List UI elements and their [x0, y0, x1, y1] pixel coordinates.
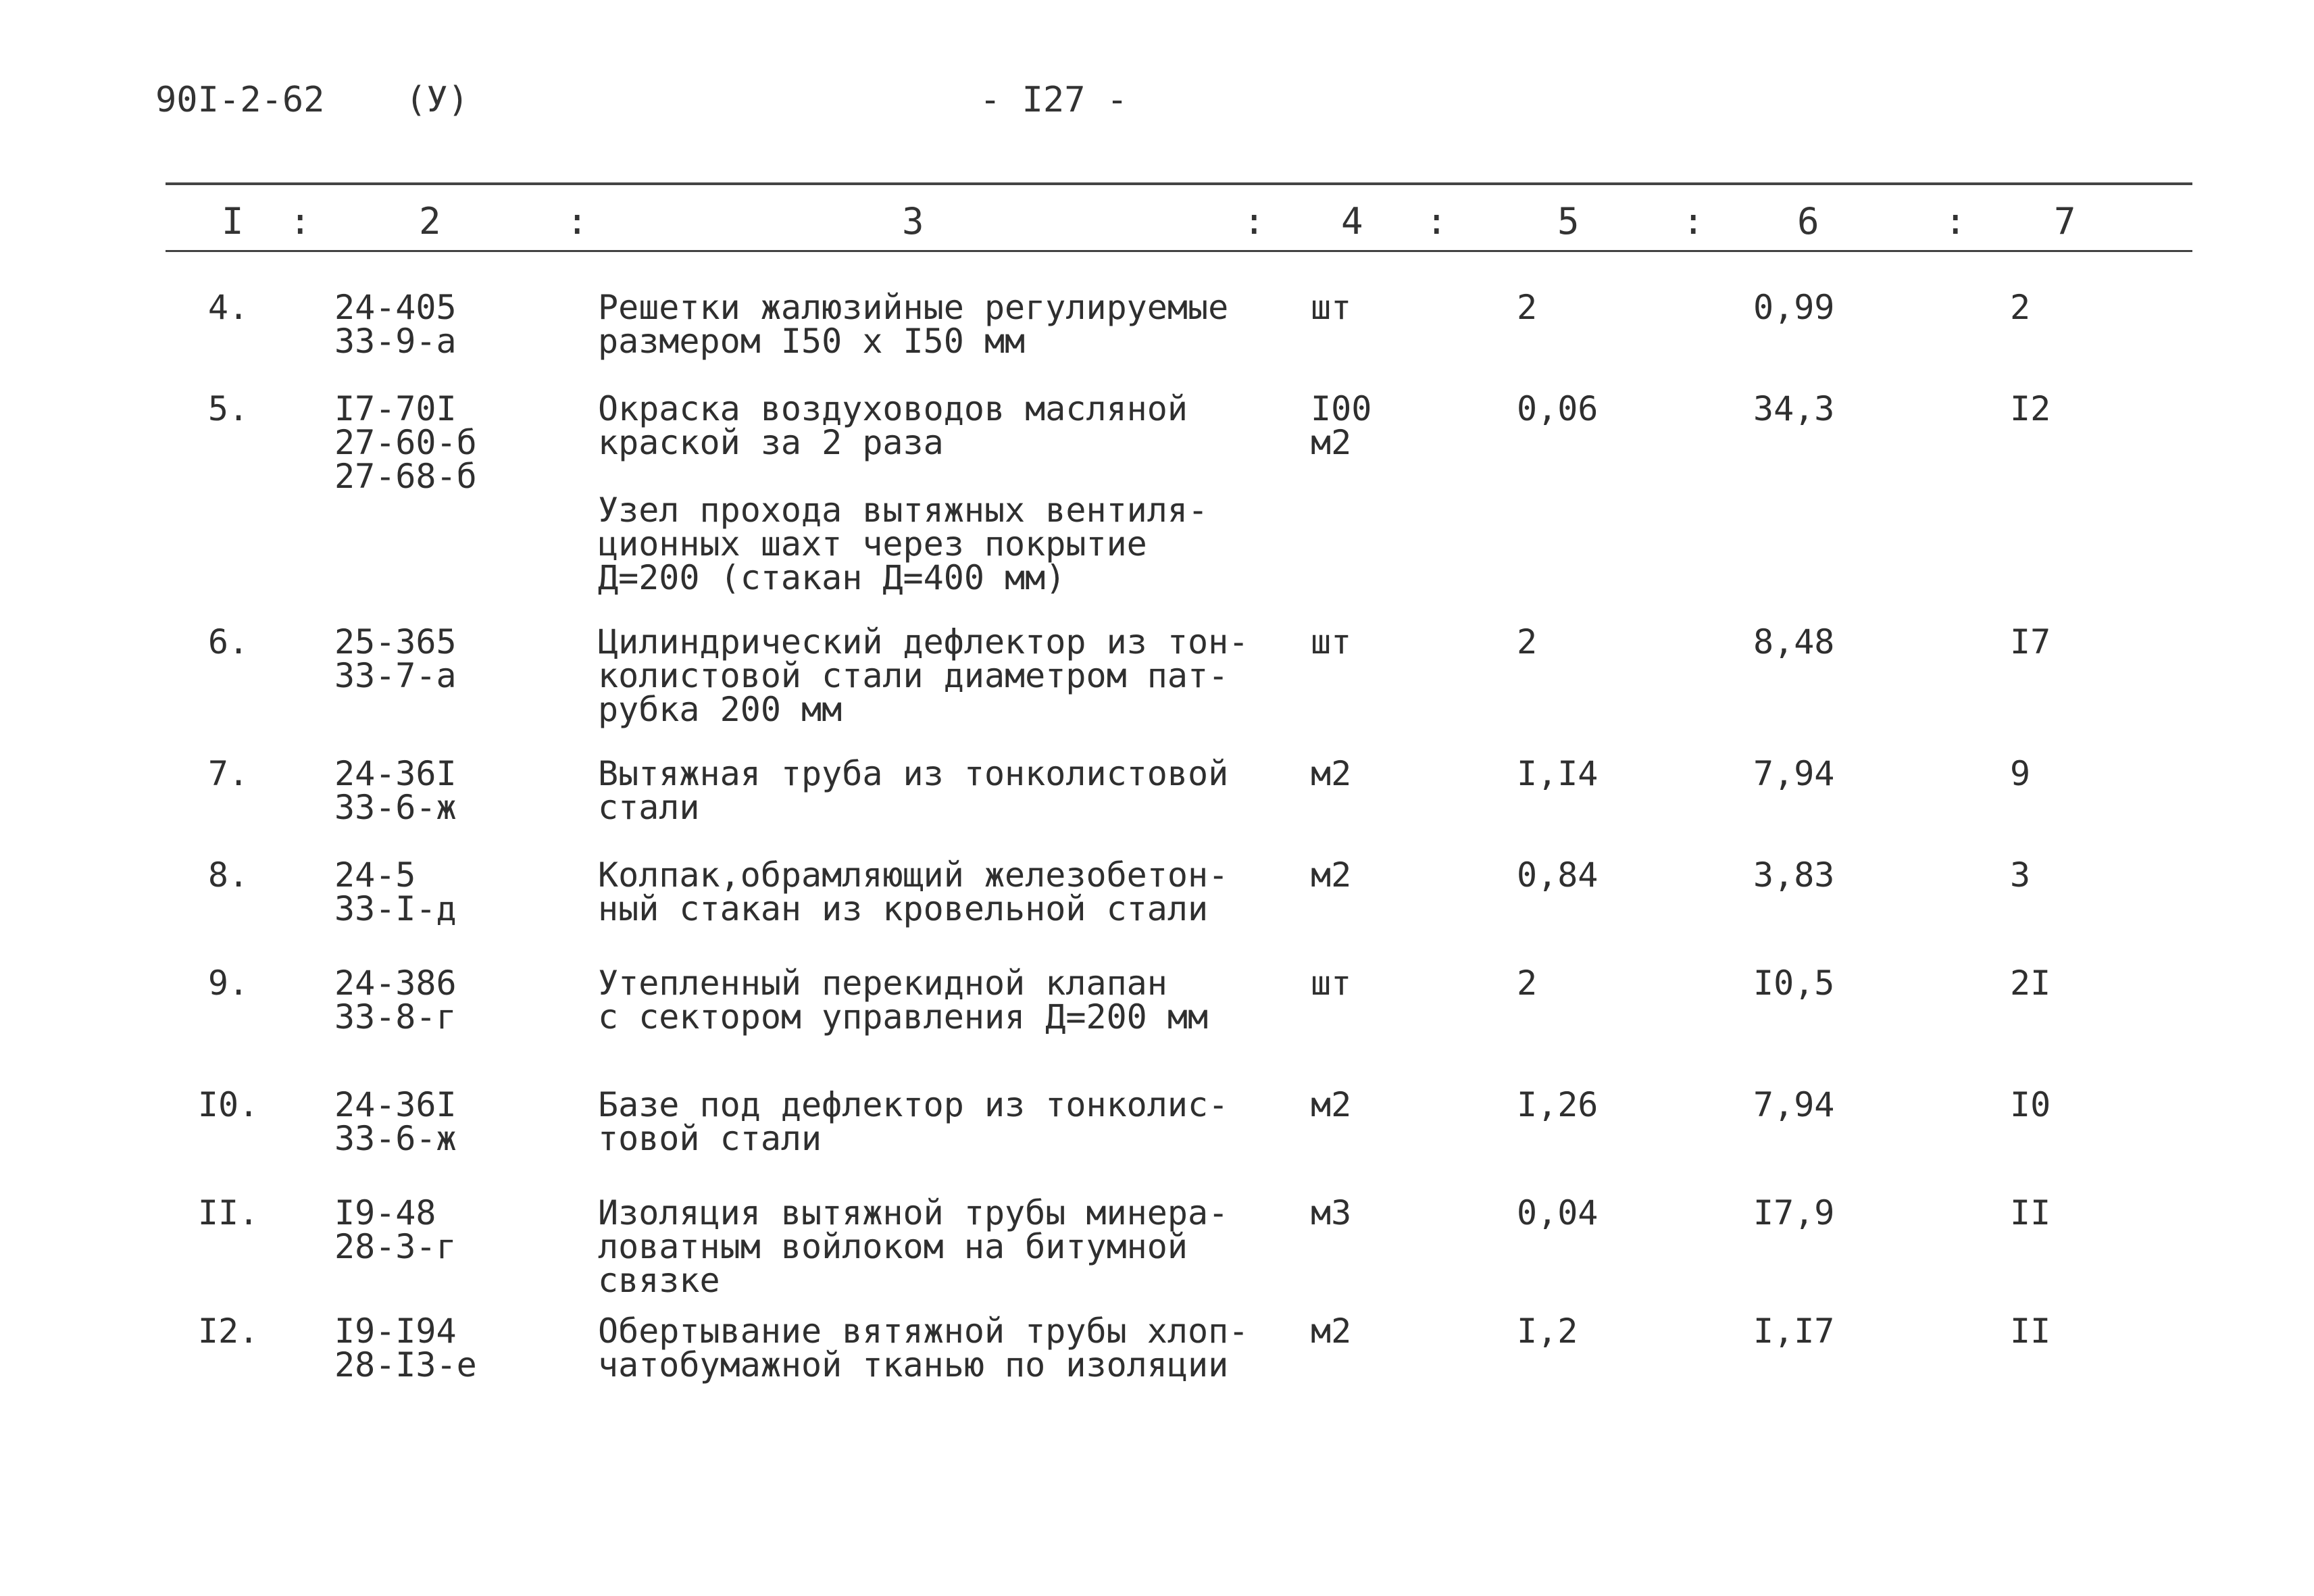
row-description	[598, 1193, 1229, 1300]
row-unit-line: шт	[1311, 288, 1352, 327]
row-total: 9	[2010, 754, 2031, 793]
row-description-line: краской за 2 раза	[598, 423, 944, 462]
row-unit	[1311, 1193, 1352, 1232]
row-unit-line: м2	[1311, 423, 1352, 462]
column-separator: :	[1243, 200, 1265, 243]
row-description	[598, 389, 1188, 462]
row-description-line: Узел прохода вытяжных вентиля-	[598, 491, 1209, 530]
row-codes-line: 24-386	[334, 964, 457, 1003]
row-description-line: с сектором управления Д=200 мм	[598, 997, 1209, 1037]
row-quantity: I,2	[1517, 1312, 1578, 1351]
row-codes-line: 28-I3-е	[334, 1345, 477, 1385]
row-price: 8,48	[1753, 622, 1835, 662]
row-codes	[334, 754, 457, 827]
row-codes-line: 33-8-г	[334, 997, 457, 1037]
row-description-line: ловатным войлоком на битумной	[598, 1227, 1188, 1266]
row-codes-line: 27-68-б	[334, 457, 477, 496]
row-number: 6.	[207, 622, 249, 662]
row-description-line: Окраска воздуховодов масляной	[598, 389, 1188, 428]
row-total: 3	[2010, 855, 2031, 895]
column-header-6: 6	[1797, 200, 1819, 243]
row-codes-line: 27-60-б	[334, 423, 477, 462]
row-description-line: стали	[598, 788, 700, 827]
row-unit-line: м2	[1311, 855, 1352, 895]
column-header-5: 5	[1557, 200, 1580, 243]
document-code: 90I-2-62	[155, 80, 325, 120]
row-description-line: рубка 200 мм	[598, 690, 842, 729]
row-description-line: Решетки жалюзийные регулируемые	[598, 288, 1229, 327]
row-number: 4.	[207, 288, 249, 327]
row-codes	[334, 622, 457, 695]
row-description-line: размером I50 x I50 мм	[598, 322, 1026, 361]
column-header-2: 2	[419, 200, 441, 243]
row-price: I0,5	[1753, 964, 1835, 1003]
row-quantity: I,26	[1517, 1085, 1599, 1124]
row-description-line: Колпак,обрамляющий железобетон-	[598, 855, 1229, 895]
row-description	[598, 1312, 1249, 1385]
top-rule	[166, 182, 2192, 185]
row-description-line: чатобумажной тканью по изоляции	[598, 1345, 1229, 1385]
row-codes-line: 33-6-ж	[334, 788, 457, 827]
row-description-line: Вытяжная труба из тонколистовой	[598, 754, 1229, 793]
row-codes	[334, 1085, 457, 1158]
row-codes	[334, 1312, 477, 1385]
row-codes-line: I7-70I	[334, 389, 457, 428]
row-description	[598, 754, 1229, 827]
column-separator: :	[1426, 200, 1448, 243]
row-total: 2I	[2010, 964, 2051, 1003]
row-description-line: Обертывание вятяжной трубы хлоп-	[598, 1312, 1249, 1351]
page-number: - I27 -	[980, 80, 1128, 120]
row-unit	[1311, 754, 1352, 793]
row-description-line: Д=200 (стакан Д=400 мм)	[598, 558, 1066, 597]
column-header-7: 7	[2054, 200, 2076, 243]
row-description	[598, 288, 1229, 361]
row-description-line: Цилиндрический дефлектор из тон-	[598, 622, 1249, 662]
column-separator: :	[566, 200, 588, 243]
row-total: II	[2010, 1193, 2051, 1232]
row-quantity: 0,04	[1517, 1193, 1599, 1232]
row-quantity: I,I4	[1517, 754, 1599, 793]
row-unit	[1311, 855, 1352, 895]
row-unit-line: шт	[1311, 964, 1352, 1003]
row-codes	[334, 855, 457, 928]
row-description-line: ционных шахт через покрытие	[598, 524, 1147, 564]
row-number: 8.	[207, 855, 249, 895]
row-codes-line: 33-6-ж	[334, 1119, 457, 1158]
row-number: 9.	[207, 964, 249, 1003]
row-unit-line: м3	[1311, 1193, 1352, 1232]
row-unit	[1311, 1312, 1352, 1351]
row-unit	[1311, 964, 1352, 1003]
row-unit	[1311, 1085, 1352, 1124]
row-price: I,I7	[1753, 1312, 1835, 1351]
row-description-line: ный стакан из кровельной стали	[598, 889, 1209, 928]
column-separator: :	[1944, 200, 1967, 243]
row-description	[598, 493, 1208, 595]
row-price: 7,94	[1753, 1085, 1835, 1124]
row-quantity: 2	[1517, 622, 1538, 662]
row-number: I0.	[197, 1085, 259, 1124]
row-price: 0,99	[1753, 288, 1835, 327]
row-description-line: товой стали	[598, 1119, 822, 1158]
row-quantity: 0,84	[1517, 855, 1599, 895]
row-number: 7.	[207, 754, 249, 793]
row-unit-line: м2	[1311, 754, 1352, 793]
row-total: I7	[2010, 622, 2051, 662]
row-description-line: Базе под дефлектор из тонколис-	[598, 1085, 1229, 1124]
row-codes	[334, 288, 457, 361]
row-total: II	[2010, 1312, 2051, 1351]
row-description-line: Изоляция вытяжной трубы минера-	[598, 1193, 1229, 1232]
column-separator: :	[1682, 200, 1705, 243]
row-codes-line: I9-48	[334, 1193, 436, 1232]
row-quantity: 2	[1517, 964, 1538, 1003]
row-codes	[334, 964, 457, 1037]
row-total: I2	[2010, 389, 2051, 428]
row-price: I7,9	[1753, 1193, 1835, 1232]
row-total: 2	[2010, 288, 2031, 327]
column-header-1: I	[222, 200, 244, 243]
row-codes-line: 33-9-а	[334, 322, 457, 361]
row-unit-line: м2	[1311, 1312, 1352, 1351]
column-header-4: 4	[1341, 200, 1363, 243]
column-separator: :	[289, 200, 311, 243]
row-unit	[1311, 622, 1352, 662]
column-header-3: 3	[902, 200, 924, 243]
row-codes-line: 28-3-г	[334, 1227, 457, 1266]
row-codes	[334, 389, 477, 496]
header-rule	[166, 250, 2192, 252]
row-unit	[1311, 288, 1352, 327]
row-description-line: Утепленный перекидной клапан	[598, 964, 1167, 1003]
row-unit-line: шт	[1311, 622, 1352, 662]
row-price: 34,3	[1753, 389, 1835, 428]
row-number: I2.	[197, 1312, 259, 1351]
row-total: I0	[2010, 1085, 2051, 1124]
row-codes-line: 33-I-д	[334, 889, 457, 928]
row-price: 3,83	[1753, 855, 1835, 895]
row-quantity: 2	[1517, 288, 1538, 327]
row-quantity: 0,06	[1517, 389, 1599, 428]
row-codes-line: I9-I94	[334, 1312, 457, 1351]
row-unit-line: I00	[1311, 389, 1372, 428]
row-number: 5.	[207, 389, 249, 428]
row-codes-line: 25-365	[334, 622, 457, 662]
row-codes	[334, 1193, 457, 1266]
document-suffix: (У)	[405, 80, 469, 120]
row-codes-line: 24-5	[334, 855, 416, 895]
row-description	[598, 622, 1249, 729]
row-description	[598, 855, 1229, 928]
row-description-line: связке	[598, 1261, 720, 1300]
row-codes-line: 24-405	[334, 288, 457, 327]
row-price: 7,94	[1753, 754, 1835, 793]
row-unit-line: м2	[1311, 1085, 1352, 1124]
row-codes-line: 33-7-а	[334, 656, 457, 695]
row-codes-line: 24-36I	[334, 754, 457, 793]
row-description-line: колистовой стали диаметром пат-	[598, 656, 1229, 695]
row-unit	[1311, 389, 1372, 462]
row-number: II.	[197, 1193, 259, 1232]
row-description	[598, 964, 1209, 1037]
row-codes-line: 24-36I	[334, 1085, 457, 1124]
row-description	[598, 1085, 1229, 1158]
